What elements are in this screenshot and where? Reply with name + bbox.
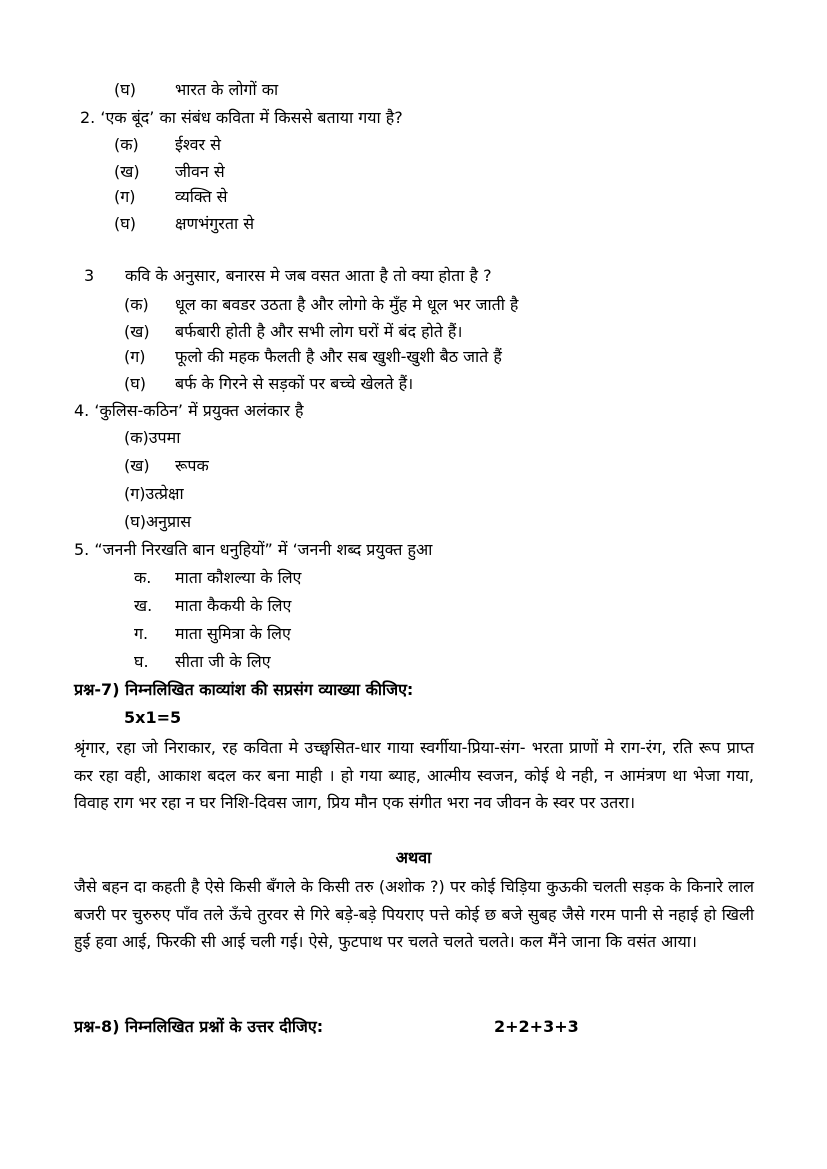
- q3-option-label: (घ): [124, 374, 146, 393]
- q5-option-label: क.: [134, 568, 152, 587]
- q7-marks: 5x1=5: [124, 708, 182, 727]
- q4-option-text: (क)उपमा: [124, 428, 181, 447]
- q3-option-text: धूल का बवडर उठता है और लोगो के मुँह मे धूल भर जाती है: [175, 295, 519, 314]
- q3-option-label: (ग): [124, 347, 146, 366]
- q2-option-text: जीवन से: [175, 162, 225, 181]
- q8-heading: प्रश्न-8) निम्नलिखित प्रश्नों के उत्तर दीजिए:: [74, 1017, 324, 1036]
- q5-option-label: ख.: [134, 596, 153, 615]
- q4-option-text: (घ)अनुप्रास: [124, 512, 192, 531]
- q1-option-label: (घ): [114, 80, 136, 99]
- q3-question: कवि के अनुसार, बनारस मे जब वसत आता है तो क्या होता है ?: [125, 266, 492, 285]
- q5-option-text: सीता जी के लिए: [175, 652, 271, 671]
- q3-option-text: बर्फबारी होती है और सभी लोग घरों में बंद होते हैं।: [175, 322, 463, 341]
- q2-option-label: (ख): [114, 162, 140, 181]
- q3-option-text: बर्फ के गिरने से सड़कों पर बच्चे खेलते हैं।: [175, 374, 414, 393]
- q5-option-text: माता कौशल्या के लिए: [175, 568, 302, 587]
- q4-option-label: (ख): [124, 456, 150, 475]
- q5-option-label: घ.: [134, 652, 149, 671]
- q2-option-label: (ग): [114, 187, 136, 206]
- q5-option-text: माता कैकयी के लिए: [175, 596, 292, 615]
- q3-number: 3: [84, 266, 95, 285]
- q7-heading: प्रश्न-7) निम्नलिखित काव्यांश की सप्रसंग व्याख्या कीजिए:: [74, 680, 414, 699]
- q5-question: 5. “जननी निरखति बान धनुहियों” में ‘जननी शब्द प्रयुक्त हुआ: [74, 540, 433, 559]
- q5-option-text: माता सुमित्रा के लिए: [175, 624, 291, 643]
- q5-option-label: ग.: [134, 624, 149, 643]
- q2-option-label: (घ): [114, 214, 136, 233]
- q3-option-label: (ख): [124, 322, 150, 341]
- q2-option-text: व्यक्ति से: [175, 187, 228, 206]
- q1-option-text: भारत के लोगों का: [175, 80, 279, 99]
- q4-question: 4. ‘कुलिस-कठिन’ में प्रयुक्त अलंकार है: [74, 401, 304, 420]
- q2-question: 2. ‘एक बूंद’ का संबंध कविता में किससे बताया गया है?: [80, 108, 403, 127]
- q7-or-divider: अथवा: [395, 848, 432, 867]
- q3-option-label: (क): [124, 295, 149, 314]
- q8-marks: 2+2+3+3: [494, 1017, 579, 1036]
- q2-option-text: ईश्वर से: [175, 135, 221, 154]
- q7-passage-alt: जैसे बहन दा कहती है ऐसे किसी बँगले के किसी तरु (अशोक ?) पर कोई चिड़िया कुऊकी चलती सड़क के किनारे लाल बजरी पर चुरुरुए पाँव तले ऊँचे तुरवर से गिरे बड़े-बड़े पियराए पत्ते कोई छ बजे सुबह जैसे गरम पानी से नहाई हो खिली हुई हवा आई, फिरकी सी आई चली गई। ऐसे, फुटपाथ पर चलते चलते चलते। कल मैंने जाना कि वसंत आया।: [74, 877, 754, 951]
- q2-option-text: क्षणभंगुरता से: [175, 214, 255, 233]
- q4-option-text: रूपक: [175, 456, 209, 475]
- q2-option-label: (क): [114, 135, 139, 154]
- q4-option-text: (ग)उत्प्रेक्षा: [124, 484, 184, 503]
- q3-option-text: फूलो की महक फैलती है और सब खुशी-खुशी बैठ जाते हैं: [175, 347, 502, 366]
- q7-passage: श्रृंगार, रहा जो निराकार, रह कविता मे उच्छ्वसित-धार गाया स्वर्गीया-प्रिया-संग- भरता प्राणों मे राग-रंग, रति रूप प्राप्त कर रहा वही, आकाश बदल कर बना माही । हो गया ब्याह, आत्मीय स्वजन, कोई थे नही, न आमंत्रण था भेजा गया, विवाह राग भर रहा न घर निशि-दिवस जाग, प्रिय मौन एक संगीत भरा नव जीवन के स्वर पर उतरा।: [74, 738, 754, 812]
